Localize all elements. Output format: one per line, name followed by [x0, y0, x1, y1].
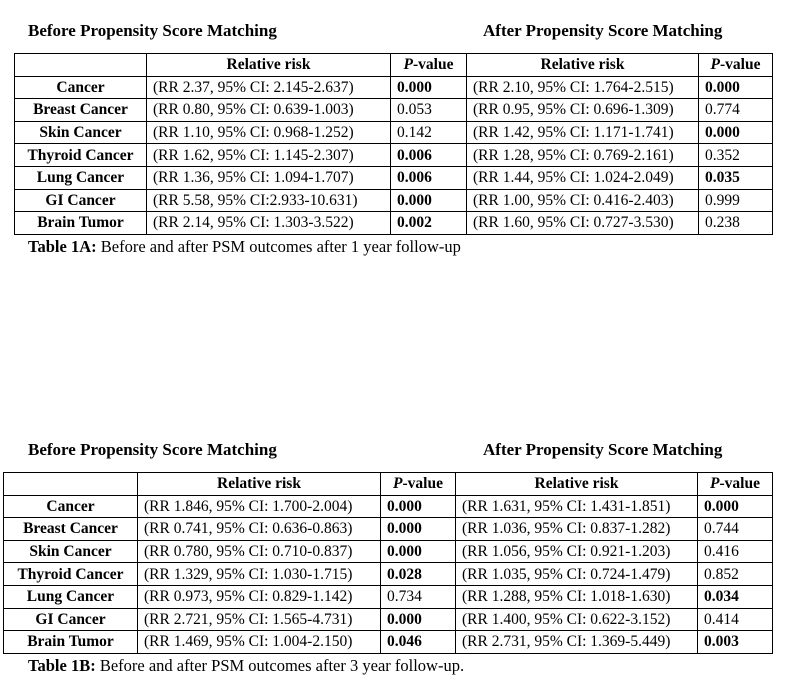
after-relative-risk-cell: (RR 2.731, 95% CI: 1.369-5.449) [456, 631, 698, 654]
after-relative-risk-cell: (RR 1.60, 95% CI: 0.727-3.530) [467, 212, 699, 235]
before-relative-risk-cell: (RR 1.10, 95% CI: 0.968-1.252) [147, 121, 391, 144]
before-relative-risk-cell: (RR 2.721, 95% CI: 1.565-4.731) [138, 608, 381, 631]
before-p-value-cell: 0.000 [391, 76, 467, 99]
before-relative-risk-cell: (RR 0.80, 95% CI: 0.639-1.003) [147, 99, 391, 122]
row-label: Lung Cancer [4, 585, 138, 608]
row-label: Thyroid Cancer [15, 144, 147, 167]
after-p-value-cell: 0.000 [698, 495, 773, 518]
row-label: Brain Tumor [4, 631, 138, 654]
header-before-relative-risk: Relative risk [147, 54, 391, 77]
table-row [15, 121, 773, 144]
before-p-value-cell: 0.002 [391, 212, 467, 235]
after-p-value-cell: 0.034 [698, 585, 773, 608]
row-label: Cancer [4, 495, 138, 518]
before-p-value-cell: 0.000 [381, 495, 456, 518]
after-p-value-cell: 0.416 [698, 540, 773, 563]
header-after-relative-risk: Relative risk [456, 473, 698, 496]
after-relative-risk-cell: (RR 1.400, 95% CI: 0.622-3.152) [456, 608, 698, 631]
after-p-value-cell: 0.852 [698, 563, 773, 586]
row-label: Skin Cancer [4, 540, 138, 563]
before-p-value-cell: 0.006 [391, 166, 467, 189]
table-header-row [4, 473, 773, 496]
after-relative-risk-cell: (RR 1.28, 95% CI: 0.769-2.161) [467, 144, 699, 167]
before-p-value-cell: 0.053 [391, 99, 467, 122]
table-row [15, 76, 773, 99]
before-relative-risk-cell: (RR 5.58, 95% CI:2.933-10.631) [147, 189, 391, 212]
after-relative-risk-cell: (RR 2.10, 95% CI: 1.764-2.515) [467, 76, 699, 99]
after-p-value-cell: 0.003 [698, 631, 773, 654]
before-p-value-cell: 0.734 [381, 585, 456, 608]
before-p-value-cell: 0.142 [391, 121, 467, 144]
table-row [15, 189, 773, 212]
after-p-value-cell: 0.999 [699, 189, 773, 212]
after-p-value-cell: 0.774 [699, 99, 773, 122]
before-relative-risk-cell: (RR 1.469, 95% CI: 1.004-2.150) [138, 631, 381, 654]
before-relative-risk-cell: (RR 0.780, 95% CI: 0.710-0.837) [138, 540, 381, 563]
before-relative-risk-cell: (RR 1.329, 95% CI: 1.030-1.715) [138, 563, 381, 586]
before-relative-risk-cell: (RR 0.973, 95% CI: 0.829-1.142) [138, 585, 381, 608]
table-1a-caption: Table 1A: Before and after PSM outcomes after 1 year follow-up [28, 237, 461, 256]
before-p-value-cell: 0.006 [391, 144, 467, 167]
table-1b-caption: Table 1B: Before and after PSM outcomes after 3 year follow-up. [28, 656, 465, 675]
before-p-value-cell: 0.028 [381, 563, 456, 586]
after-p-value-cell: 0.238 [699, 212, 773, 235]
results-table-1b [3, 472, 773, 654]
row-label: GI Cancer [15, 189, 147, 212]
results-table-1a [14, 53, 773, 235]
before-psm-heading: Before Propensity Score Matching [28, 21, 277, 40]
row-label: Breast Cancer [4, 518, 138, 541]
table-header-row [15, 54, 773, 77]
row-label: Thyroid Cancer [4, 563, 138, 586]
before-psm-heading: Before Propensity Score Matching [28, 440, 277, 459]
table-row [15, 99, 773, 122]
table-row [4, 518, 773, 541]
table-row [15, 166, 773, 189]
after-relative-risk-cell: (RR 0.95, 95% CI: 0.696-1.309) [467, 99, 699, 122]
before-relative-risk-cell: (RR 2.37, 95% CI: 2.145-2.637) [147, 76, 391, 99]
header-after-p-value: P-value [698, 473, 773, 496]
before-p-value-cell: 0.000 [381, 518, 456, 541]
table-row [15, 212, 773, 235]
after-relative-risk-cell: (RR 1.631, 95% CI: 1.431-1.851) [456, 495, 698, 518]
after-relative-risk-cell: (RR 1.035, 95% CI: 0.724-1.479) [456, 563, 698, 586]
after-p-value-cell: 0.744 [698, 518, 773, 541]
header-before-relative-risk: Relative risk [138, 473, 381, 496]
row-label: Breast Cancer [15, 99, 147, 122]
row-label: Brain Tumor [15, 212, 147, 235]
header-after-p-value: P-value [699, 54, 773, 77]
table-row [4, 608, 773, 631]
before-p-value-cell: 0.000 [381, 540, 456, 563]
before-relative-risk-cell: (RR 1.846, 95% CI: 1.700-2.004) [138, 495, 381, 518]
header-blank [4, 473, 138, 496]
table-row [4, 540, 773, 563]
after-psm-heading: After Propensity Score Matching [483, 21, 723, 40]
row-label: GI Cancer [4, 608, 138, 631]
header-before-p-value: P-value [381, 473, 456, 496]
table-row [4, 585, 773, 608]
after-relative-risk-cell: (RR 1.00, 95% CI: 0.416-2.403) [467, 189, 699, 212]
after-relative-risk-cell: (RR 1.288, 95% CI: 1.018-1.630) [456, 585, 698, 608]
header-before-p-value: P-value [391, 54, 467, 77]
after-relative-risk-cell: (RR 1.036, 95% CI: 0.837-1.282) [456, 518, 698, 541]
row-label: Lung Cancer [15, 166, 147, 189]
after-psm-heading: After Propensity Score Matching [483, 440, 723, 459]
row-label: Cancer [15, 76, 147, 99]
after-relative-risk-cell: (RR 1.056, 95% CI: 0.921-1.203) [456, 540, 698, 563]
before-p-value-cell: 0.000 [391, 189, 467, 212]
after-relative-risk-cell: (RR 1.42, 95% CI: 1.171-1.741) [467, 121, 699, 144]
table-row [4, 495, 773, 518]
before-relative-risk-cell: (RR 2.14, 95% CI: 1.303-3.522) [147, 212, 391, 235]
after-p-value-cell: 0.000 [699, 76, 773, 99]
table-row [15, 144, 773, 167]
before-relative-risk-cell: (RR 0.741, 95% CI: 0.636-0.863) [138, 518, 381, 541]
row-label: Skin Cancer [15, 121, 147, 144]
after-p-value-cell: 0.035 [699, 166, 773, 189]
after-p-value-cell: 0.414 [698, 608, 773, 631]
table-row [4, 631, 773, 654]
header-blank [15, 54, 147, 77]
before-p-value-cell: 0.046 [381, 631, 456, 654]
before-relative-risk-cell: (RR 1.36, 95% CI: 1.094-1.707) [147, 166, 391, 189]
after-p-value-cell: 0.000 [699, 121, 773, 144]
header-after-relative-risk: Relative risk [467, 54, 699, 77]
after-p-value-cell: 0.352 [699, 144, 773, 167]
before-p-value-cell: 0.000 [381, 608, 456, 631]
table-row [4, 563, 773, 586]
after-relative-risk-cell: (RR 1.44, 95% CI: 1.024-2.049) [467, 166, 699, 189]
before-relative-risk-cell: (RR 1.62, 95% CI: 1.145-2.307) [147, 144, 391, 167]
